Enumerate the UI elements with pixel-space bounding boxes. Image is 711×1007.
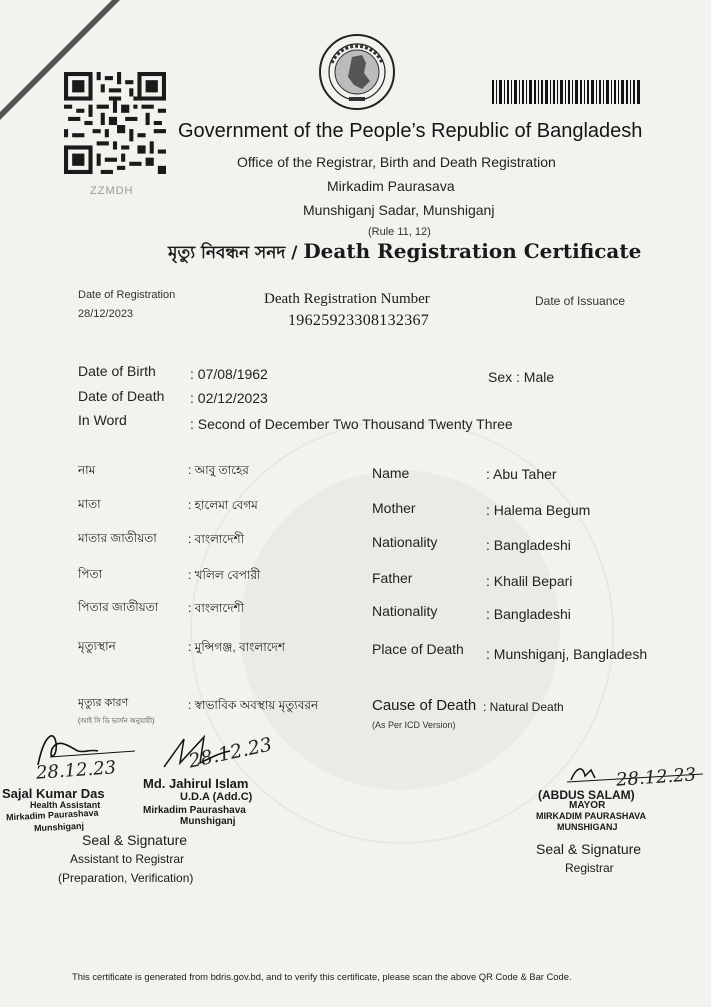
bn-value-mother-nationality: : বাংলাদেশী	[188, 532, 245, 546]
left-signature-date: 28.12.23	[35, 757, 117, 784]
right-signer-title: MAYOR	[569, 800, 606, 811]
qr-code[interactable]	[64, 72, 166, 174]
registration-date-value: 28/12/2023	[78, 308, 134, 320]
left-signer-city: Munshiganj	[33, 820, 85, 834]
issuance-date-label: Date of Issuance	[535, 294, 626, 308]
cause-icd-note: (As Per ICD Version)	[372, 720, 456, 730]
bn-value-cause: : স্বাভাবিক অবস্থায় মৃত্যুবরন	[188, 698, 319, 712]
father-nationality-value: : Bangladeshi	[486, 606, 571, 622]
bn-note-cause: (আই সি ডি ভার্সন অনুযায়ী)	[78, 718, 155, 725]
right-seal-caption: Seal & Signature	[536, 841, 642, 857]
rule-reference: (Rule 11, 12)	[368, 226, 431, 238]
place-of-death-value: : Munshiganj, Bangladesh	[486, 646, 648, 662]
cause-of-death-label: Cause of Death	[372, 697, 477, 714]
bn-value-mother: : হালেমা বেগম	[188, 498, 258, 512]
name-value: : Abu Taher	[486, 466, 557, 482]
cause-of-death-value: : Natural Death	[483, 700, 564, 714]
death-date-label: Date of Death	[78, 388, 165, 404]
right-signature-date: 28.12.23	[615, 764, 697, 791]
registration-number-label: Death Registration Number	[264, 291, 430, 307]
father-value: : Khalil Bepari	[486, 573, 573, 589]
bn-label-mother-nationality: মাতার জাতীয়তা	[78, 531, 157, 545]
footer-note: This certificate is generated from bdris.gov.bd, and to verify this certificate, please scan the above QR Code & Bar Code.	[72, 971, 572, 982]
in-word-value: : Second of December Two Thousand Twenty Three	[190, 416, 513, 432]
assistant-registrar-caption: Assistant to Registrar	[70, 852, 185, 866]
father-label: Father	[372, 570, 413, 586]
bn-value-father: : খলিল বেপারী	[188, 568, 261, 582]
registrar-caption: Registrar	[565, 861, 614, 875]
certificate-title-bn: মৃত্যু নিবন্ধন সনদ /	[168, 243, 298, 263]
registration-date-label: Date of Registration	[78, 289, 176, 301]
barcode[interactable]	[492, 80, 642, 104]
left-seal-caption: Seal & Signature	[82, 832, 188, 848]
death-date-value: : 02/12/2023	[190, 390, 268, 406]
mother-value: : Halema Begum	[486, 502, 591, 518]
name-label: Name	[372, 465, 410, 481]
right-signer-city: MUNSHIGANJ	[557, 822, 618, 832]
certificate-title-en: Death Registration Certificate	[303, 239, 642, 263]
preparation-caption: (Preparation, Verification)	[58, 871, 194, 885]
birth-date-value: : 07/08/1962	[190, 366, 268, 382]
father-nationality-label: Nationality	[372, 603, 438, 619]
left-signer-name: Sajal Kumar Das	[2, 786, 105, 801]
left-signer-title: Health Assistant	[30, 800, 101, 810]
bn-label-mother: মাতা	[78, 497, 101, 511]
office-location: Munshiganj Sadar, Munshiganj	[303, 202, 495, 218]
paurasava-name: Mirkadim Paurasava	[327, 178, 455, 194]
bn-value-father-nationality: : বাংলাদেশী	[188, 601, 245, 615]
in-word-label: In Word	[78, 412, 127, 428]
bn-value-name: : আবু তাহের	[188, 463, 249, 477]
bn-value-place-of-death: : মুন্সিগঞ্জ, বাংলাদেশ	[188, 640, 285, 654]
right-signer-org: MIRKADIM PAURASHAVA	[536, 811, 646, 821]
government-title: Government of the People’s Republic of Bangladesh	[178, 120, 643, 142]
certificate-title	[168, 239, 641, 268]
bn-label-cause: মৃত্যুর কারণ	[78, 697, 129, 709]
bn-label-father-nationality: পিতার জাতীয়তা	[78, 600, 159, 614]
office-name: Office of the Registrar, Birth and Death Registration	[237, 154, 556, 170]
left-signer-org: Mirkadim Paurashava	[5, 807, 99, 823]
qr-code-text: ZZMDH	[90, 185, 134, 197]
right-signer-name: (ABDUS SALAM)	[538, 788, 635, 802]
bn-label-father: পিতা	[78, 567, 103, 581]
place-of-death-label: Place of Death	[372, 641, 464, 657]
mother-nationality-label: Nationality	[372, 534, 438, 550]
bn-label-name: নাম	[78, 463, 96, 477]
middle-signer-city: Munshiganj	[180, 816, 236, 827]
middle-signer-name: Md. Jahirul Islam	[143, 776, 249, 791]
sex-value: Sex : Male	[488, 369, 555, 385]
middle-signer-org: Mirkadim Paurashava	[143, 805, 246, 816]
mother-label: Mother	[372, 500, 416, 516]
middle-signature-date: 28.12.23	[186, 733, 274, 773]
registration-number-value: 19625923308132367	[288, 312, 430, 329]
mother-nationality-value: : Bangladeshi	[486, 537, 571, 553]
bangladesh-seal-icon	[318, 33, 396, 111]
middle-signer-title: U.D.A (Add.C)	[180, 791, 253, 803]
watermark-disc	[240, 470, 560, 790]
bn-label-place-of-death: মৃত্যুস্থান	[78, 639, 116, 653]
birth-date-label: Date of Birth	[78, 363, 156, 379]
